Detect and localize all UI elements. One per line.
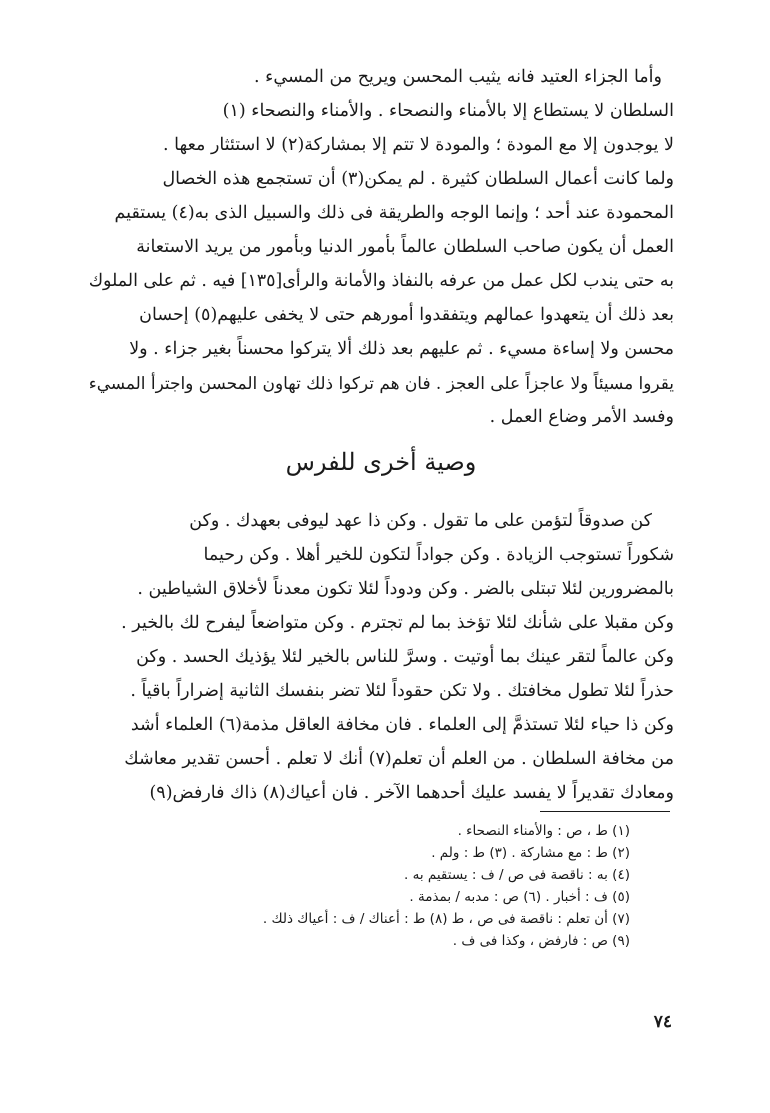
paragraph-1 [88,60,674,434]
text-line: ومعادك تقديراً لا يفسد عليك أحدهما الآخر . فان أعياك(٨) ذاك فارفض(٩) [149,783,674,803]
footnote-line: (١) ط ، ص : والأمناء النصحاء . [457,823,630,839]
footnote-line: (٤) به : ناقصة فى ص / ف : يستقيم به . [404,867,630,883]
text-line: وكن ذا حياء لئلا تستذمَّ إلى العلماء . فان مخافة العاقل مذمة(٦) العلماء أشد [130,715,674,735]
text-line: السلطان لا يستطاع إلا بالأمناء والنصحاء . والأمناء والنصحاء (١) [222,101,674,121]
section-heading: وصية أخرى للفرس [285,448,477,476]
text-line: وكن عالماً لتقر عينك بما أوتيت . وسرَّ للناس بالخير لئلا يؤذيك الحسد . وكن [136,647,674,667]
page-number: ٧٤ [653,1012,672,1032]
footnote-line: (٧) أن تعلم : ناقصة فى ص ، ط (٨) ط : أعناك / ف : أعياك ذلك . [262,911,630,927]
text-line: يقروا مسيئاً ولا عاجزاً على العجز . فان هم تركوا ذلك تهاون المحسن واجترأ المسيء [88,373,674,393]
text-line: وكن مقبلا على شأنك لئلا تؤخذ بما لم تجترم . وكن متواضعاً ليفرح لك بالخير . [121,613,674,633]
text-line: حذراً لئلا تطول مخافتك . ولا تكن حقوداً لئلا تضر بنفسك الثانية إضراراً باقياً . [130,681,674,701]
footnote-divider [540,811,670,812]
text-line: من مخافة السلطان . من العلم أن تعلم(٧) أنك لا تعلم . أحسن تقدير معاشك [124,749,674,769]
text-line: شكوراً تستوجب الزيادة . وكن جواداً لتكون للخير أهلا . وكن رحيما [203,545,674,565]
footnote-line: (٢) ط : مع مشاركة . (٣) ط : ولم . [431,845,630,861]
text-line: العمل أن يكون صاحب السلطان عالماً بأمور الدنيا وبأمور من يريد الاستعانة [136,237,674,257]
text-line: كن صدوقاً لتؤمن على ما تقول . وكن ذا عهد ليوفى بعهدك . وكن [189,511,652,531]
text-line: بالمضرورين لئلا تبتلى بالضر . وكن ودوداً لئلا تكون معدناً لأخلاق الشياطين . [137,579,674,599]
text-line: به حتى يندب لكل عمل من عرفه بالنفاذ والأمانة والرأى[١٣٥] فيه . ثم على الملوك [88,271,674,291]
text-line: محسن ولا إساءة مسيء . ثم عليهم بعد ذلك ألا يتركوا محسناً بغير جزاء . ولا [129,339,674,359]
text-line: بعد ذلك أن يتعهدوا عمالهم ويتفقدوا أمورهم حتى لا يخفى عليهم(٥) إحسان [139,305,674,325]
text-line: وفسد الأمر وضاع العمل . [489,407,674,427]
text-line: المحمودة عند أحد ؛ وإنما الوجه والطريقة فى ذلك والسبيل الذى به(٤) يستقيم [114,203,674,223]
text-line: وأما الجزاء العتيد فانه يثيب المحسن ويريح من المسيء . [254,67,662,87]
text-line: ولما كانت أعمال السلطان كثيرة . لم يمكن(٣) أن تستجمع هذه الخصال [162,169,674,189]
footnote-line: (٥) ف : أخبار . (٦) ص : مدبه / بمذمة . [409,889,630,905]
footnote-line: (٩) ص : فارفض ، وكذا فى ف . [452,933,630,949]
paragraph-2 [88,504,674,810]
text-line: لا يوجدون إلا مع المودة ؛ والمودة لا تتم إلا بمشاركة(٢) لا استئثار معها . [163,135,674,155]
